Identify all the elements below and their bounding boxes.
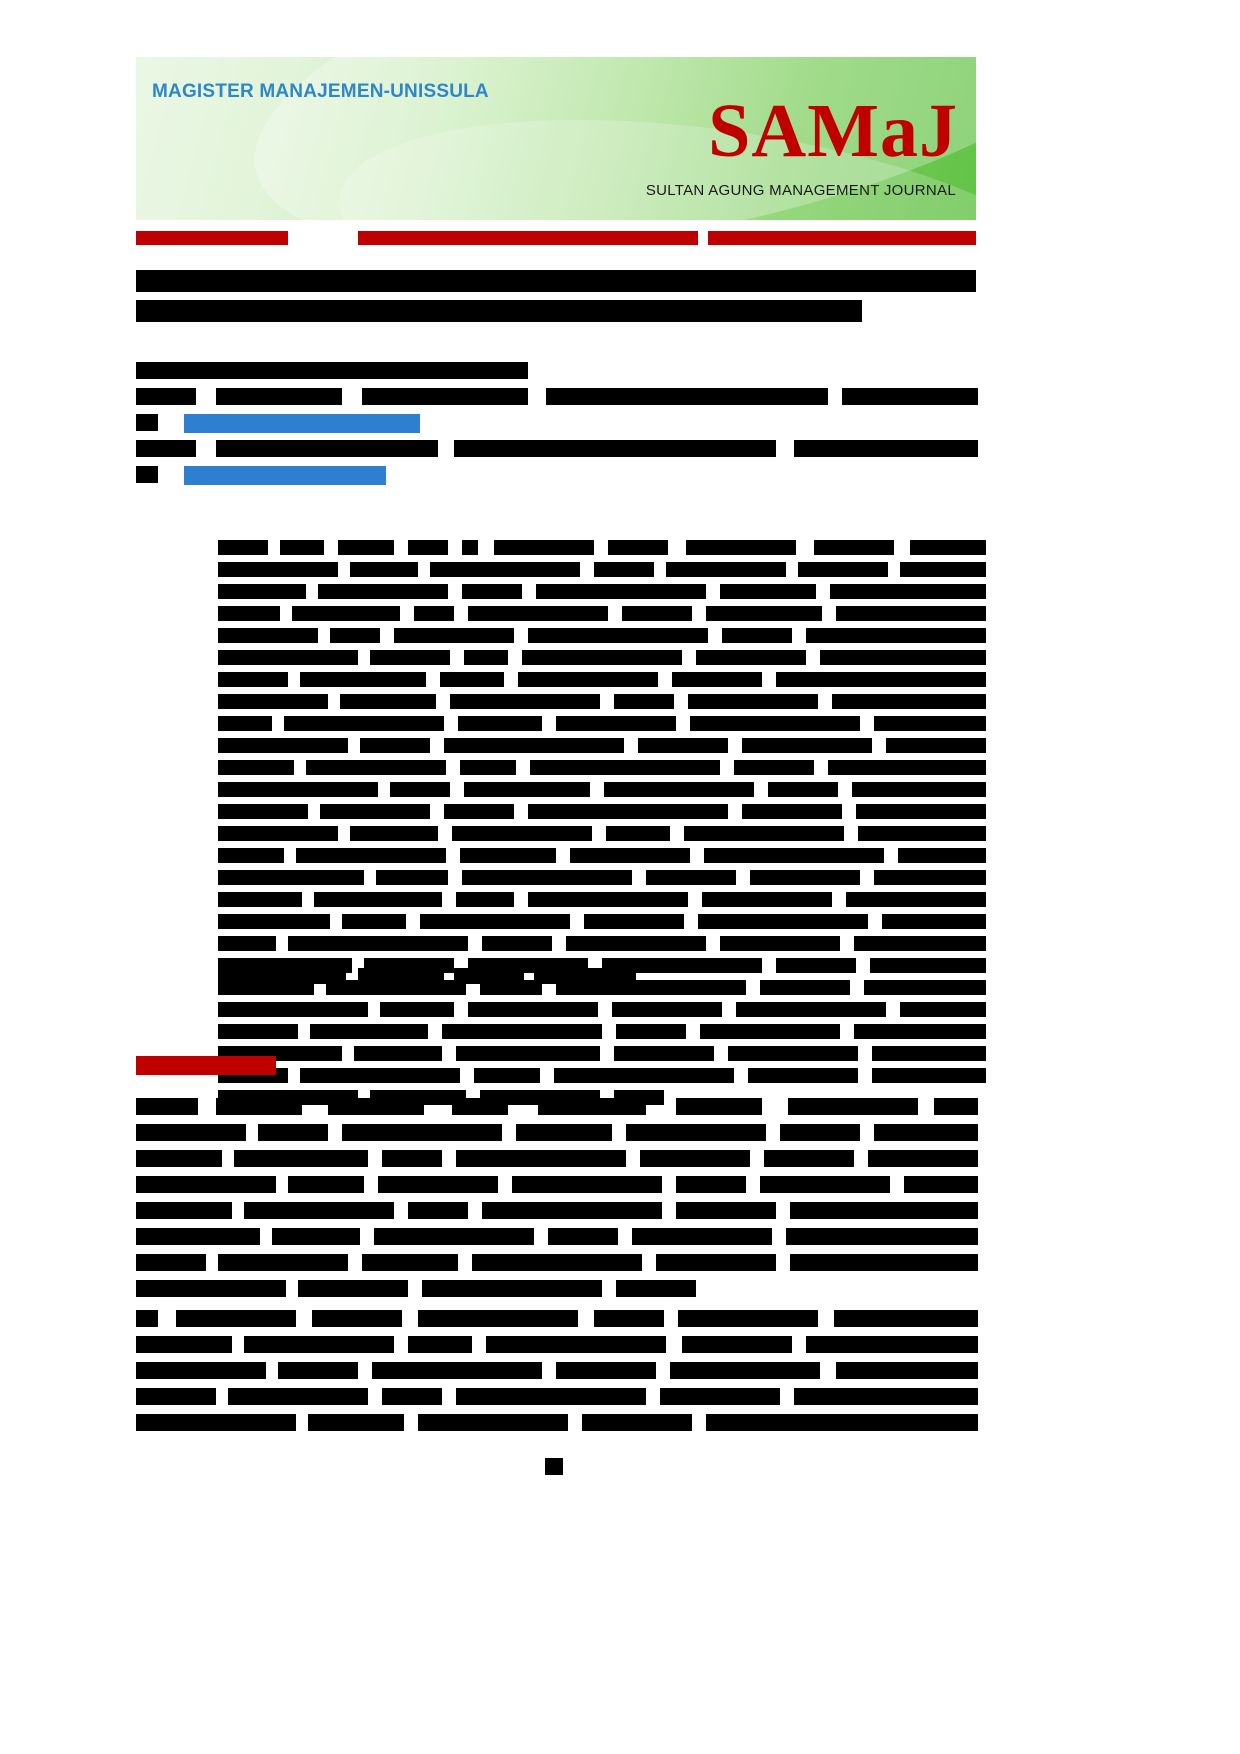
journal-logo: SAMaJ (708, 89, 958, 173)
redacted-text (136, 466, 158, 483)
abstract-line (218, 716, 986, 731)
running-head-authors (708, 231, 976, 245)
author-names (136, 362, 978, 379)
body-line (136, 1098, 978, 1115)
body-line (136, 1124, 978, 1141)
abstract-line (218, 892, 986, 907)
abstract-line (218, 672, 986, 687)
body-line (136, 1202, 978, 1219)
running-head-title (358, 231, 698, 245)
page-number (545, 1458, 563, 1475)
body-line (136, 1388, 978, 1405)
redacted-text (216, 440, 438, 457)
abstract-line (218, 628, 986, 643)
abstract-line (218, 562, 986, 577)
redacted-text (534, 968, 636, 984)
body-line (136, 1150, 978, 1167)
running-head (136, 230, 976, 246)
redacted-text (216, 388, 342, 405)
abstract-line (218, 782, 986, 797)
abstract-line (218, 870, 986, 885)
affiliation-line (136, 388, 978, 405)
abstract-block (218, 540, 986, 1112)
abstract-line (218, 804, 986, 819)
title-line (136, 300, 978, 322)
redacted-text (842, 388, 978, 405)
body-paragraph-1 (136, 1098, 978, 1306)
abstract-line (218, 914, 986, 929)
body-line (136, 1254, 978, 1271)
section-heading-introduction (136, 1056, 276, 1075)
body-paragraph-2 (136, 1310, 978, 1440)
body-line (136, 1414, 978, 1431)
abstract-line (218, 848, 986, 863)
body-line (136, 1336, 978, 1353)
redacted-text (794, 440, 978, 457)
abstract-line (218, 1046, 986, 1061)
redacted-text (362, 388, 528, 405)
redacted-text (218, 968, 346, 984)
email-line-2[interactable] (136, 466, 978, 483)
body-line (136, 1228, 978, 1245)
journal-masthead-banner (136, 57, 976, 220)
author-block (136, 362, 978, 492)
abstract-line (218, 606, 986, 621)
title-line (136, 270, 978, 292)
abstract-line (218, 738, 986, 753)
abstract-line (218, 540, 986, 555)
keywords-line (218, 968, 986, 984)
author-email-link-2[interactable] (184, 466, 386, 485)
redacted-text (136, 388, 196, 405)
keywords-row (218, 968, 986, 984)
body-line (136, 1362, 978, 1379)
journal-logo-subtitle: SULTAN AGUNG MANAGEMENT JOURNAL (645, 182, 956, 199)
email-line[interactable] (136, 414, 978, 431)
author-email-link[interactable] (184, 414, 420, 433)
abstract-line (218, 1024, 986, 1039)
abstract-line (218, 760, 986, 775)
publisher-name: MAGISTER MANAJEMEN-UNISSULA (152, 81, 489, 102)
abstract-line (218, 694, 986, 709)
abstract-line (218, 936, 986, 951)
body-line (136, 1176, 978, 1193)
affiliation-line-2 (136, 440, 978, 457)
redacted-text (136, 270, 976, 292)
redacted-text (454, 440, 776, 457)
redacted-text (136, 362, 528, 379)
redacted-text (454, 968, 524, 984)
running-head-volume (136, 231, 288, 245)
abstract-line (218, 584, 986, 599)
body-line (136, 1310, 978, 1327)
abstract-line (218, 650, 986, 665)
abstract-line (218, 1002, 986, 1017)
redacted-text (136, 440, 196, 457)
redacted-text (136, 300, 862, 322)
abstract-line (218, 1068, 986, 1083)
redacted-text (358, 968, 444, 984)
article-title (136, 270, 978, 330)
abstract-line (218, 826, 986, 841)
body-line (136, 1280, 978, 1297)
redacted-text (546, 388, 828, 405)
redacted-text (136, 414, 158, 431)
